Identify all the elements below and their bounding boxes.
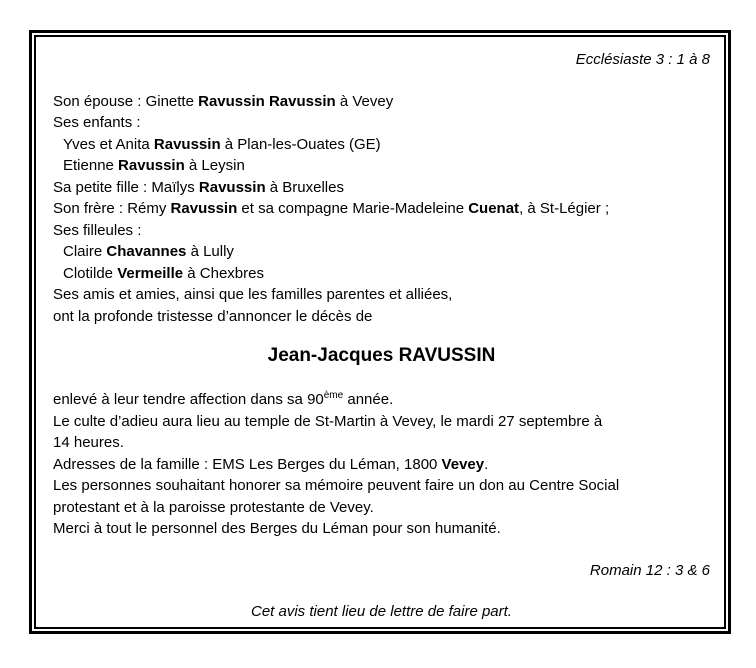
- line-granddaughter: Sa petite fille : Maïlys Ravussin à Bruxelles: [53, 178, 344, 196]
- line-service-2: 14 heures.: [53, 434, 124, 451]
- line-child-yves-anita: Yves et Anita Ravussin à Plan-les-Ouates (GE): [63, 135, 381, 153]
- line-age: enlevé à leur tendre affection dans sa 90ème année.: [53, 390, 394, 408]
- line-thanks: Merci à tout le personnel des Berges du Léman pour son humanité.: [53, 520, 501, 537]
- line-goddaughter-clotilde: Clotilde Vermeille à Chexbres: [63, 264, 264, 282]
- document-body: [53, 49, 710, 620]
- announcement-outer-border: [29, 30, 731, 634]
- line-child-etienne: Etienne Ravussin à Leysin: [63, 157, 245, 174]
- line-service-1: Le culte d’adieu aura lieu au temple de St-Martin à Vevey, le mardi 27 septembre à: [53, 412, 603, 430]
- line-family-address: Adresses de la famille : EMS Les Berges du Léman, 1800 Vevey.: [53, 455, 489, 473]
- announcement-inner-border: [34, 35, 726, 629]
- closing-notice: Cet avis tient lieu de lettre de faire part.: [251, 603, 512, 620]
- line-brother: Son frère : Rémy Ravussin et sa compagne Marie-Madeleine Cuenat, à St-Légier ;: [53, 200, 610, 217]
- line-goddaughters-label: Ses filleules :: [53, 221, 142, 239]
- line-donation-2: protestant et à la paroisse protestante de Vevey.: [53, 498, 374, 516]
- line-donation-1: Les personnes souhaitant honorer sa mémoire peuvent faire un don au Centre Social: [53, 477, 620, 494]
- line-announce-death: ont la profonde tristesse d’annoncer le décès de: [53, 307, 373, 325]
- deceased-name-title: Jean-Jacques RAVUSSIN: [267, 345, 496, 366]
- line-goddaughter-claire: Claire Chavannes à Lully: [63, 243, 234, 260]
- line-friends-families: Ses amis et amies, ainsi que les familles parentes et alliées,: [53, 286, 453, 303]
- verse-reference-top: Ecclésiaste 3 : 1 à 8: [575, 51, 710, 68]
- verse-reference-bottom: Romain 12 : 3 & 6: [589, 561, 710, 579]
- line-spouse: Son épouse : Ginette Ravussin Ravussin à Vevey: [53, 92, 394, 110]
- line-children-label: Ses enfants :: [53, 114, 141, 131]
